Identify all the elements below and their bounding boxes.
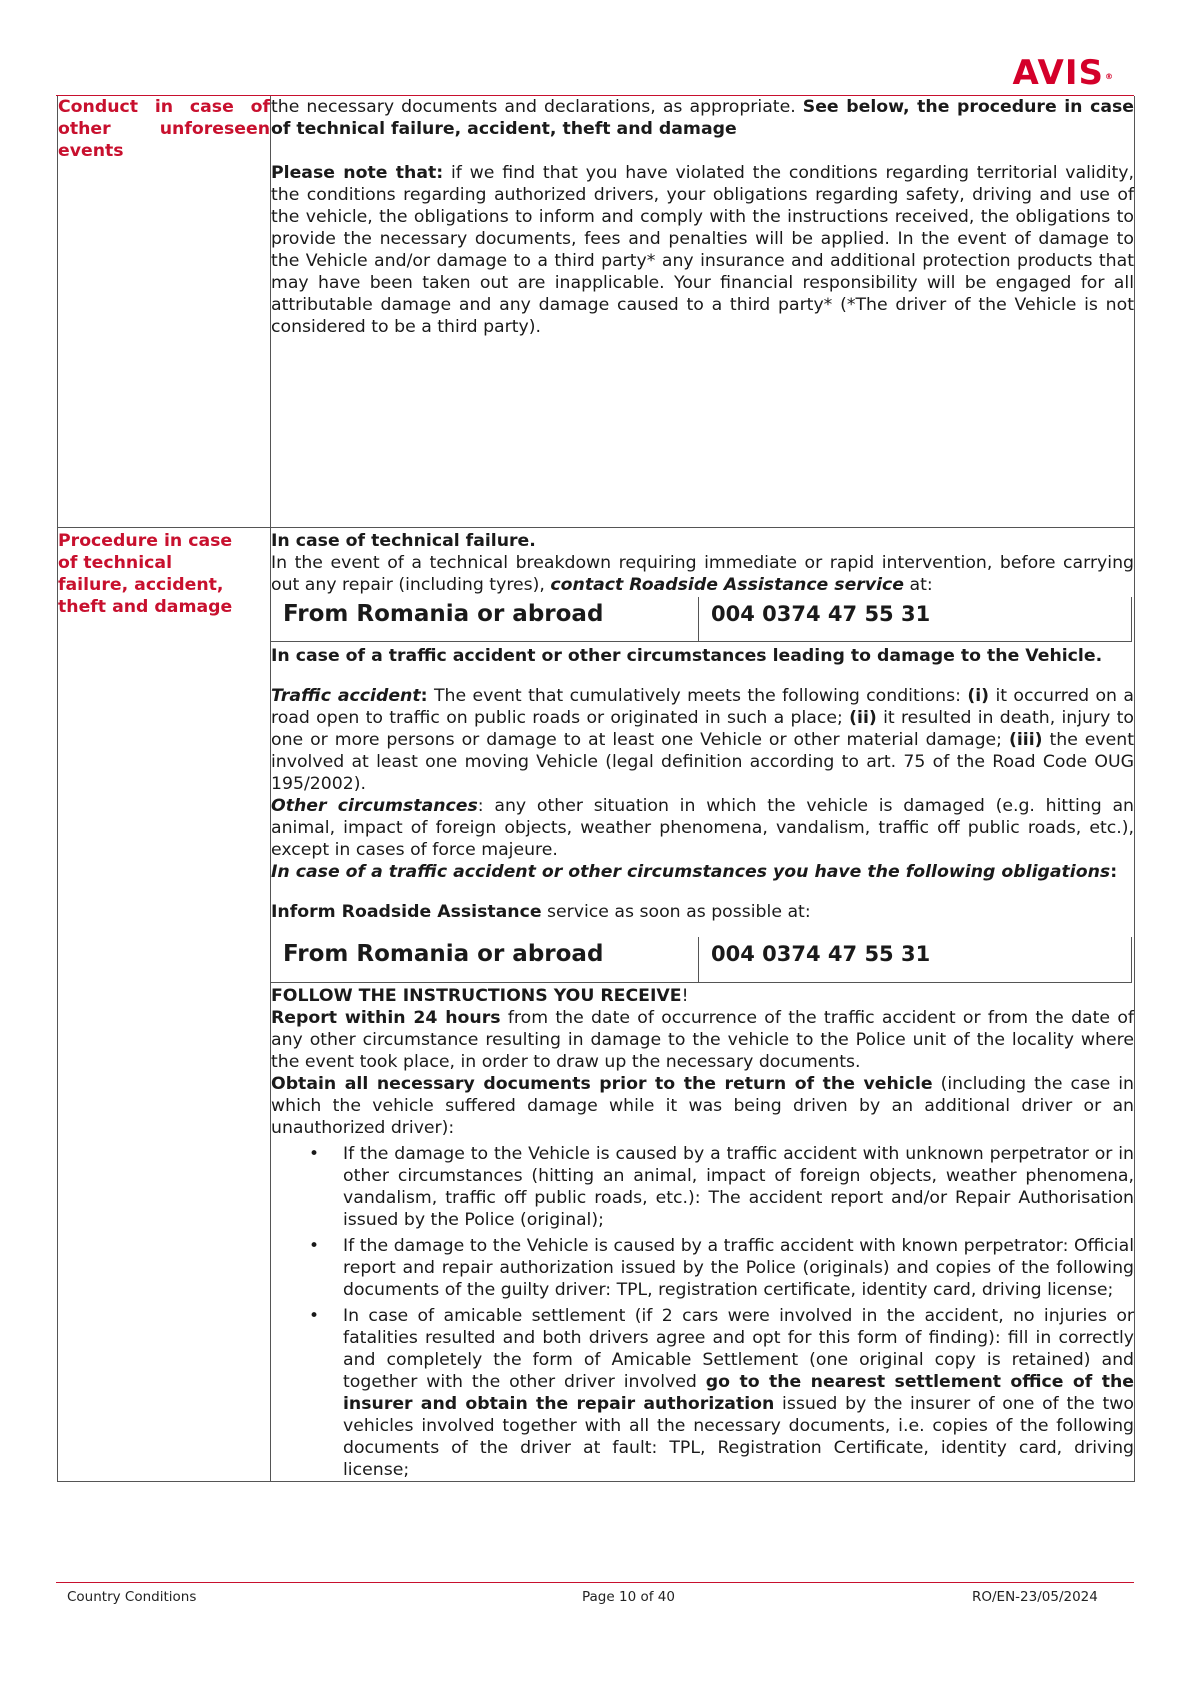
traffic-accident-definition: Traffic accident: The event that cumulatively meets the following conditions: (i) it occurred on a road open to traffic on public roads or originated in such a place; (ii) it resulted in death, injury to one or more persons or damage to at least one Vehicle or other material damage; (iii) the event involved at least one moving Vehicle (legal definition according to art. 75 of the Road Code OUG 195/2002). bbox=[271, 685, 1134, 794]
row-content-unforeseen bbox=[271, 96, 1135, 527]
obtain-documents: Obtain all necessary documents prior to the return of the vehicle (including the case in which the vehicle suffered damage while it was being driven by an additional driver or an unauthorized driver): bbox=[271, 1073, 1134, 1138]
row-procedure bbox=[58, 527, 1135, 1481]
row-label-unforeseen: Conduct in case of other unforeseen events bbox=[58, 96, 271, 527]
footer-rule bbox=[56, 1582, 1134, 1583]
row-content-procedure bbox=[271, 527, 1135, 1481]
follow-instructions: FOLLOW THE INSTRUCTIONS YOU RECEIVE! bbox=[271, 985, 689, 1006]
list-item: • If the damage to the Vehicle is caused by a traffic accident with known perpetrator: Official report and repair authorization issued by the Police (originals) and copies of the following documents of the guilty driver: TPL, registration certificate, identity card, driving license; bbox=[309, 1235, 1134, 1300]
bullet-icon: • bbox=[309, 1235, 320, 1256]
inform-roadside-text: Inform Roadside Assistance service as soon as possible at: bbox=[271, 901, 811, 922]
accident-heading: In case of a traffic accident or other circumstances leading to damage to the Vehicle. bbox=[271, 645, 1103, 666]
obligations-heading: In case of a traffic accident or other circumstances you have the following obligations: bbox=[271, 861, 1118, 882]
footer-left: Country Conditions bbox=[67, 1589, 197, 1605]
phone-number[interactable]: 004 0374 47 55 31 bbox=[699, 937, 1132, 983]
list-item: • If the damage to the Vehicle is caused by a traffic accident with unknown perpetrator or in other circumstances (hitting an animal, impact of foreign objects, weather phenomena, vandalism, traffic off public roads, etc.): The accident report and/or Repair Authorisation issued by the Police (original); bbox=[309, 1143, 1134, 1230]
phone-label: From Romania or abroad bbox=[271, 597, 699, 642]
row-label-procedure: Procedure in case of technical failure, accident, theft and damage bbox=[58, 527, 271, 1481]
bullet-icon: • bbox=[309, 1143, 320, 1164]
roadside-phone-table-1 bbox=[270, 597, 1132, 642]
row-unforeseen-events bbox=[58, 96, 1135, 527]
other-circumstances-definition: Other circumstances: any other situation in which the vehicle is damaged (e.g. hitting an animal, impact of foreign objects, weather phenomena, vandalism, traffic off public roads, etc.), except in cases of force majeure. bbox=[271, 795, 1134, 860]
page-number: Page 10 of 40 bbox=[582, 1589, 675, 1605]
roadside-phone-table-2 bbox=[270, 937, 1132, 983]
list-item: • In case of amicable settlement (if 2 cars were involved in the accident, no injuries or fatalities resulted and both drivers agree and opt for this form of finding): fill in correctly and completely the form of Amicable Settlement (one original copy is retained) and together with the other driver involved go to the nearest settlement office of the insurer and obtain the repair authorization issued by the insurer of one of the two vehicles involved together with all the necessary documents, i.e. copies of the following documents of the driver at fault: TPL, Registration Certificate, identity card, driving license; bbox=[309, 1305, 1135, 1480]
please-note-paragraph: Please note that: if we find that you have violated the conditions regarding territorial validity, the conditions regarding authorized drivers, your obligations regarding safety, driving and use of the vehicle, the obligations to inform and comply with the instructions received, the obligations to provide the necessary documents, fees and penalties will be applied. In the event of damage to the Vehicle and/or damage to a third party* any insurance and additional protection products that may have been taken out are inapplicable. Your financial responsibility will be engaged for all attributable damage and any damage caused to a third party* (*The driver of the Vehicle is not considered to be a third party). bbox=[271, 163, 1134, 337]
avis-logo: AVIS® bbox=[1012, 53, 1114, 93]
technical-failure-text: In the event of a technical breakdown requiring immediate or rapid intervention, before carrying out any repair (including tyres), contact Roadside Assistance service at: bbox=[271, 552, 1134, 595]
phone-number[interactable]: 004 0374 47 55 31 bbox=[699, 597, 1132, 642]
document-version: RO/EN-23/05/2024 bbox=[972, 1589, 1098, 1605]
bullet-icon: • bbox=[309, 1305, 320, 1326]
technical-failure-heading: In case of technical failure. bbox=[271, 530, 536, 551]
phone-label: From Romania or abroad bbox=[271, 937, 699, 983]
conditions-table bbox=[57, 96, 1135, 1482]
documents-list bbox=[271, 1143, 1134, 1481]
intro-paragraph: the necessary documents and declarations, as appropriate. See below, the procedure in case of technical failure, accident, theft and damage bbox=[271, 97, 1134, 139]
report-within-24h: Report within 24 hours from the date of occurrence of the traffic accident or from the date of any other circumstance resulting in damage to the vehicle to the Police unit of the locality where the event took place, in order to draw up the necessary documents. bbox=[271, 1007, 1134, 1072]
